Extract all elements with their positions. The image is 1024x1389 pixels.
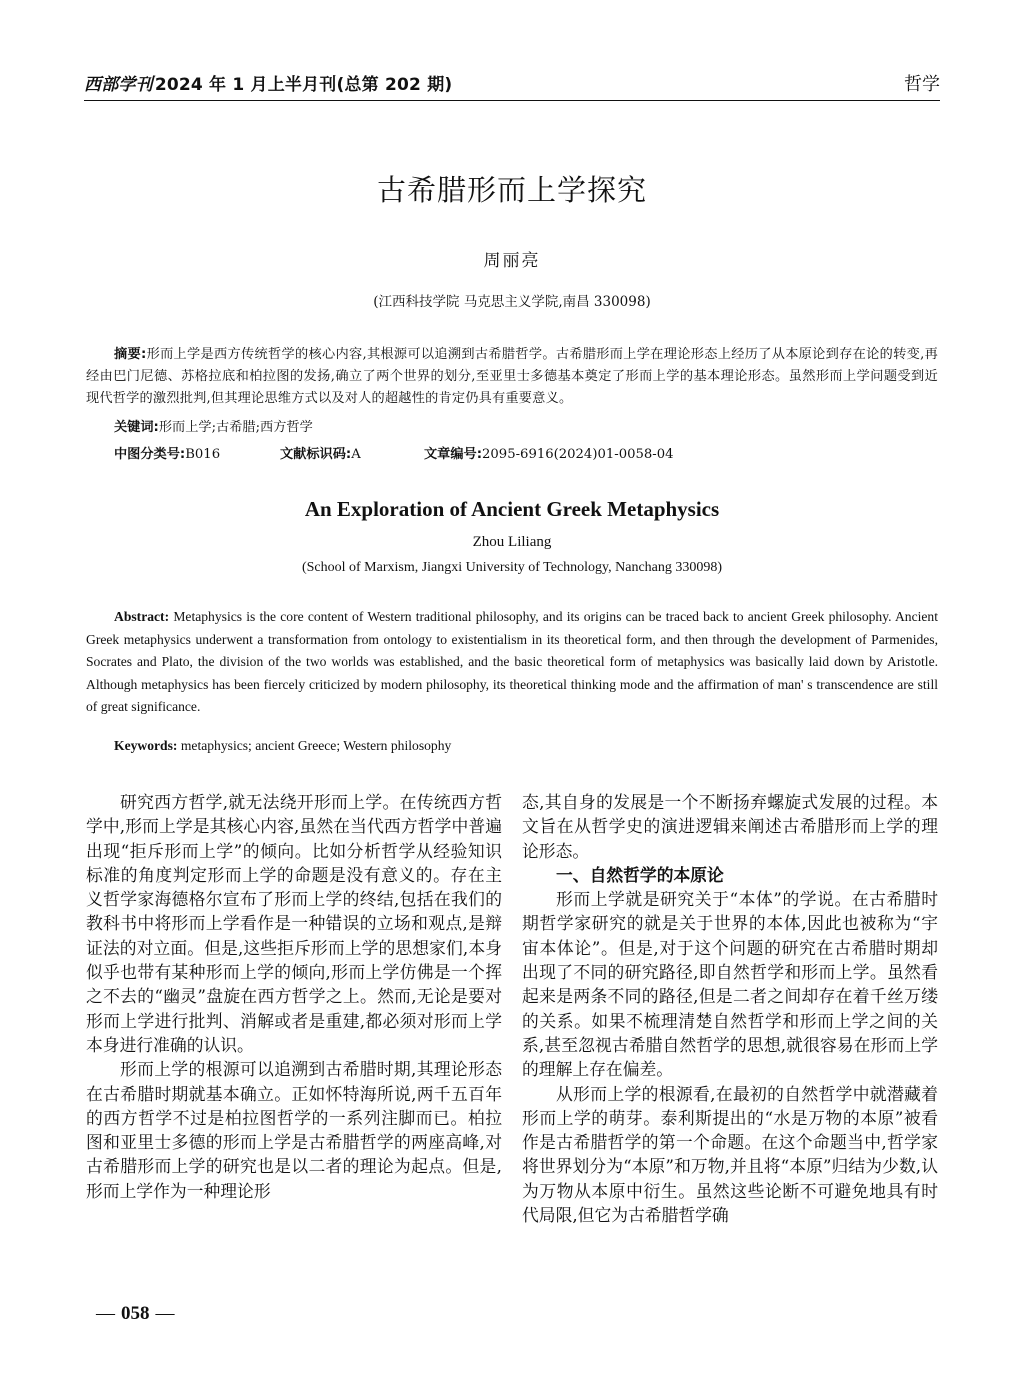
keywords-en-label: Keywords: — [114, 738, 178, 753]
body-paragraph: 研究西方哲学,就无法绕开形而上学。在传统西方哲学中,形而上学是其核心内容,虽然在当代西方哲学中普遍出现“拒斥形而上学”的倾向。比如分析哲学从经验知识标准的角度判定形而上学的命题是没有意义的。存在主义哲学家海德格尔宣布了形而上学的终结,包括在我们的教科书中将形而上学看作是一种错误的立场和观点,是辩证法的对立面。但是,这些拒斥形而上学的思想家们,本身似乎也带有某种形而上学的倾向,形而上学仿佛是一个挥之不去的“幽灵”盘旋在西方哲学之上。然而,无论是要对形而上学进行批判、消解或者是重建,都必须对形而上学本身进行准确的认识。 — [86, 792, 502, 1055]
abstract-chinese — [86, 344, 938, 410]
body-column-right — [522, 790, 938, 1227]
section-label: 哲学 — [904, 74, 940, 95]
author-chinese: 周丽亮 — [483, 251, 541, 271]
keywords-chinese — [114, 416, 313, 435]
abstract-text: 形而上学是西方传统哲学的核心内容,其根源可以追溯到古希腊哲学。古希腊形而上学在理论形态上经历了从本原论到存在论的转变,再经由巴门尼德、苏格拉底和柏拉图的发扬,确立了两个世界的划分,至亚里士多德基本奠定了形而上学的基本理论形态。虽然形而上学问题受到近现代哲学的激烈批判,但其理论思维方式以及对人的超越性的肯定仍具有重要意义。 — [86, 347, 938, 406]
document-code: 文献标识码:A — [280, 447, 361, 462]
abstract-en-text: Metaphysics is the core content of Western traditional philosophy, and its origins can be traced back to ancient Greek philosophy. Ancient Greek metaphysics underwent a transformation from ontology to existentialism in its theoretical form, and then through the development of Parmenides, Socrates and Plato, the division of the two worlds was established, and the basic theoretical form of metaphysics was basically laid down by Aristotle. Although metaphysics has been fiercely criticized by modern philosophy, its theoretical thinking mode and the affirmation of man' s transcendence are still of great significance. — [86, 609, 938, 715]
section-heading: 一、自然哲学的本原论 — [556, 864, 724, 885]
abstract-english — [86, 606, 938, 719]
body-paragraph: 形而上学就是研究关于“本体”的学说。在古希腊时期哲学家研究的就是关于世界的本体,因此也被称为“宇宙本体论”。但是,对于这个问题的研究在古希腊时期却出现了不同的研究路径,即自然哲学和形而上学。虽然看起来是两条不同的路径,但是二者之间却存在着千丝万缕的关系。如果不梳理清楚自然哲学和形而上学之间的关系,甚至忽视古希腊自然哲学的思想,就很容易在形而上学的理解上存在偏差。 — [522, 889, 938, 1080]
title-chinese: 古希腊形而上学探究 — [376, 173, 647, 207]
affiliation-chinese: (江西科技学院 马克思主义学院,南昌 330098) — [373, 294, 651, 310]
abstract-en-label: Abstract: — [114, 609, 170, 624]
page-footer — [90, 1303, 181, 1325]
body-column-left — [86, 790, 502, 1203]
body-paragraph: 态,其自身的发展是一个不断扬弃螺旋式发展的过程。本文旨在从哲学史的演进逻辑来阐述古希腊形而上学的理论形态。 — [522, 792, 938, 861]
body-paragraph: 形而上学的根源可以追溯到古希腊时期,其理论形态在古希腊时期就基本确立。正如怀特海所说,两千五百年的西方哲学不过是柏拉图哲学的一系列注脚而已。柏拉图和亚里士多德的形而上学是古希腊哲学的两座高峰,对古希腊形而上学的研究也是以二者的理论为起点。但是,形而上学作为一种理论形 — [86, 1059, 502, 1201]
running-header — [84, 64, 940, 98]
keywords-english — [114, 738, 451, 754]
journal-name: 西部学刊 — [84, 75, 153, 95]
keywords-en-text: metaphysics; ancient Greece; Western philosophy — [180, 738, 452, 753]
author-english: Zhou Liliang — [472, 534, 552, 550]
article-number: 文章编号:2095-6916(2024)01-0058-04 — [424, 447, 674, 462]
page-number: 058 — [121, 1303, 150, 1324]
footer-dash: — — [96, 1303, 115, 1324]
title-english: An Exploration of Ancient Greek Metaphysics — [304, 497, 720, 521]
journal-issue — [84, 70, 452, 95]
keywords-label: 关键词: — [114, 420, 159, 435]
body-paragraph: 从形而上学的根源看,在最初的自然哲学中就潜藏着形而上学的萌芽。泰利斯提出的“水是万物的本原”被看作是古希腊哲学的第一个命题。在这个命题当中,哲学家将世界划分为“本原”和万物,并且将“本原”归结为少数,认为万物从本原中衍生。虽然这些论断不可避免地具有时代局限,但它为古希腊哲学确 — [522, 1083, 938, 1226]
clc-number: 中图分类号:B016 — [114, 447, 221, 462]
issue-info: 2024 年 1 月上半月刊(总第 202 期) — [154, 75, 453, 95]
affiliation-english: (School of Marxism, Jiangxi University of Technology, Nanchang 330098) — [301, 560, 723, 575]
keywords-text: 形而上学;古希腊;西方哲学 — [158, 420, 313, 435]
header-rule — [84, 100, 940, 101]
footer-dash: — — [155, 1303, 175, 1324]
abstract-label: 摘要: — [114, 347, 147, 362]
